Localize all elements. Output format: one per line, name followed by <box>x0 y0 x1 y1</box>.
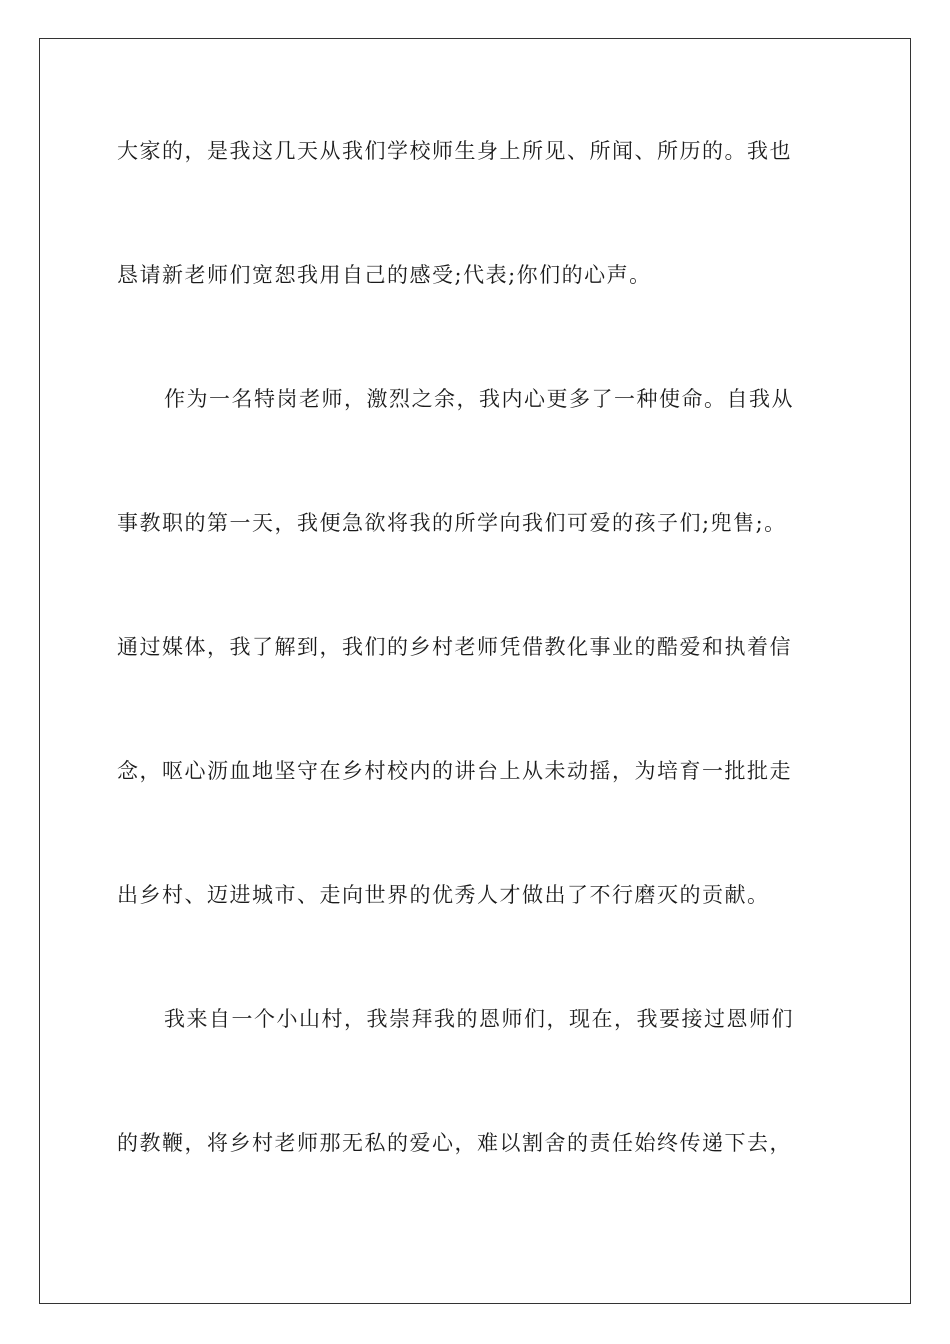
text-line-7: 出乡村、迈进城市、走向世界的优秀人才做出了不行磨灭的贡献。 <box>117 883 770 907</box>
text-line-5: 通过媒体，我了解到，我们的乡村老师凭借教化事业的酷爱和执着信 <box>117 635 792 659</box>
text-line-4: 事教职的第一天，我便急欲将我的所学向我们可爱的孩子们;兜售;。 <box>117 511 787 535</box>
text-line-6: 念，呕心沥血地坚守在乡村校内的讲台上从未动摇，为培育一批批走 <box>117 759 792 783</box>
text-line-3: 作为一名特岗老师，激烈之余，我内心更多了一种使命。自我从 <box>164 387 794 411</box>
text-line-8: 我来自一个小山村，我崇拜我的恩师们，现在，我要接过恩师们 <box>164 1007 794 1031</box>
text-line-1: 大家的，是我这几天从我们学校师生身上所见、所闻、所历的。我也 <box>117 139 792 163</box>
page-border <box>39 38 911 1304</box>
text-line-9: 的教鞭，将乡村老师那无私的爱心，难以割舍的责任始终传递下去， <box>117 1131 792 1155</box>
text-line-2: 恳请新老师们宽恕我用自己的感受;代表;你们的心声。 <box>117 263 652 287</box>
